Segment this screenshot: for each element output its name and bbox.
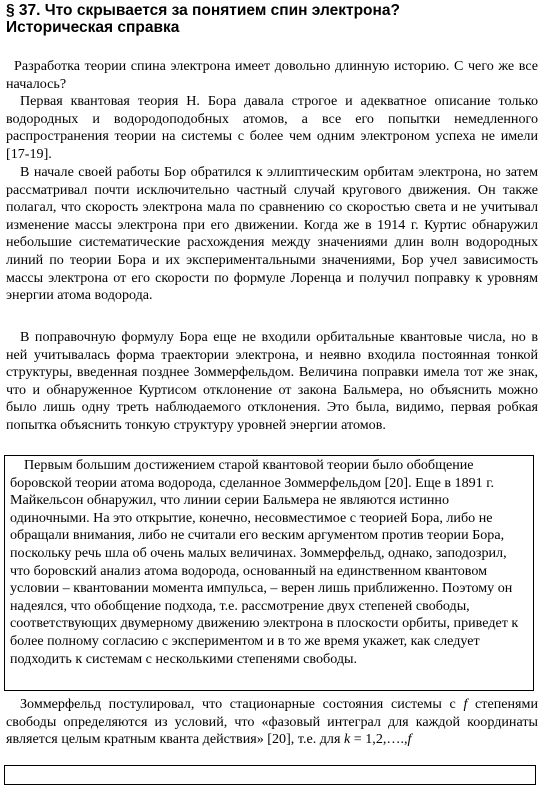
postulate-text-c: = 1,2,…., [350,731,408,748]
paragraph-intro: Разработка теории спина электрона имеет довольно длинную историю. С чего же все началось? [6,58,538,92]
boxed-text-frame [4,455,534,691]
heading-line-2: Историческая справка [6,19,180,36]
paragraph-correction-formula: В поправочную формулу Бора еще не входили орбитальные квантовые числа, но в ней учитывалась форма траектории электрона, и неявно входила постоянная тонкой структуры, введенная позднее Зоммерфельдом. Величина поправки имела тот же знак, что и обнаруженное Куртисом отклонение от закона Бальмера, но объяснить можно было лишь одну треть наблюдаемого отклонения. Это была, видимо, первая робкая попытка объяснить тонкую структуру уровней энергии атомов. [6,329,538,433]
formula-frame [4,765,536,785]
section-heading [6,2,536,36]
paragraph-elliptic-orbits: В начале своей работы Бор обратился к эллиптическим орбитам электрона, но затем рассматривал почти исключительно частный случай кругового движения. Он также полагал, что скорость электрона мала по сравнению со скоростью света и не учитывал изменение массы электрона при его движении. Когда же в 1914 г. Куртис обнаружил небольшие систематические расхождения между значениями длин волн водородных линий по теории Бора и их экспериментальными значениями, Бор учел зависимость массы электрона от его скорости по формуле Лоренца и получил поправку к уровням энергии атома водорода. [6,164,538,304]
variable-f: f [463,696,468,712]
variable-f-end: f [407,731,412,748]
paragraph-bohr-theory: Первая квантовая теория Н. Бора давала строгое и адекватное описание только водородных и водородоподобных атомов, а все его попытки немедленного распространения теории на системы с более чем одним электроном успеха не имели [17-19]. [6,93,538,162]
heading-line-1: § 37. Что скрывается за понятием спин электрона? [6,2,400,19]
paragraph-sommerfeld-postulate [6,696,538,749]
postulate-text-b: степенями свободы определяются из условий, что «фазовый интеграл для каждой координаты является целым кратным кванта действия» [20], т.е. для [6,696,538,748]
paragraph-sommerfeld-generalization: Первым большим достижением старой квантовой теории было обобщение боровской теории атома водорода, сделанное Зоммерфельдом [20]. Еще в 1891 г. Майкельсон обнаружил, что линии серии Бальмера не являются истинно одиночными. На это открытие, конечно, несовместимое с теорией Бора, либо не обращали внимания, либо не считали его веским аргументом против теории Бора, поскольку речь шла об очень малых величинах. Зоммерфельд, однако, заподозрил, что боровский анализ атома водорода, основанный на единственном квантовом условии – квантовании момента импульса, – верен лишь приближенно. Поэтому он надеялся, что обобщение подхода, т.е. рассмотрение двух степеней свободы, соответствующих двумерному движению электрона в плоскости орбиты, приведет к более полному согласию с экспериментом и в то же время укажет, как следует подходить к системам с несколькими степенями свободы. [10,457,519,667]
postulate-text-a: Зоммерфельд постулировал, что стационарные состояния системы с [20,696,464,712]
variable-k: k [343,731,351,748]
